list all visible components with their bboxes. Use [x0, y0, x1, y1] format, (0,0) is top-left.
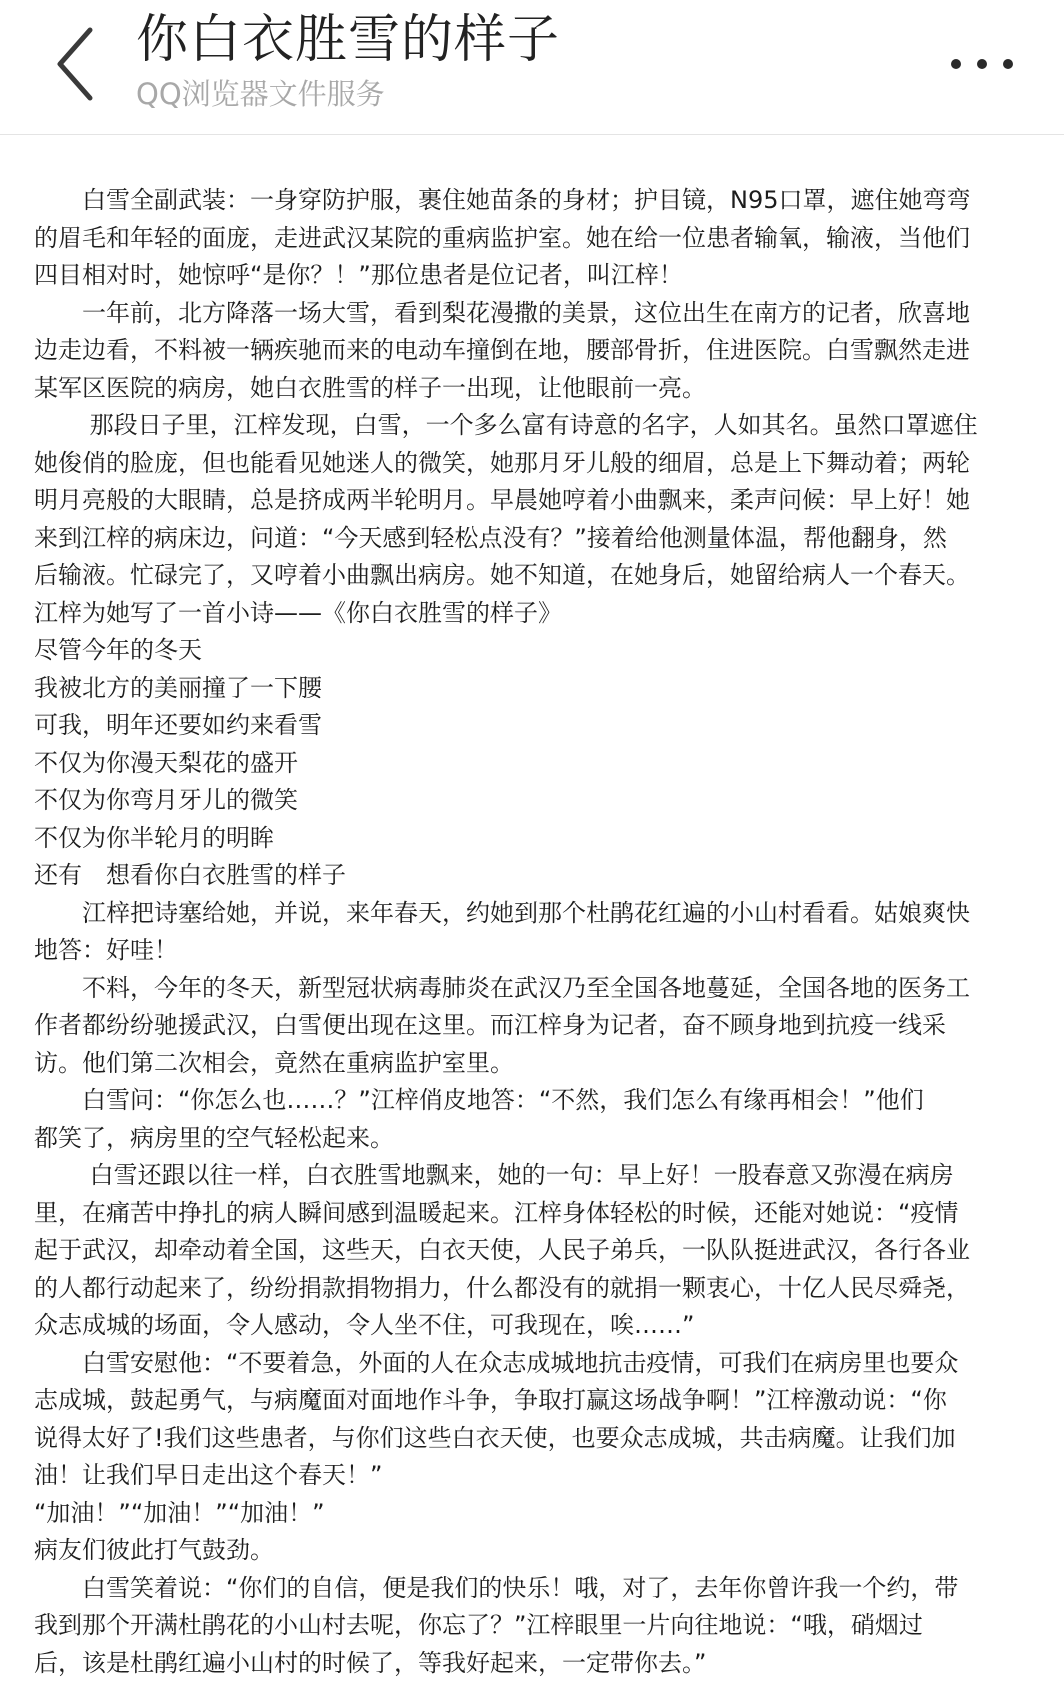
document-body — [34, 182, 1024, 1682]
text-line: 白雪问：“你怎么也……？”江梓俏皮地答：“不然，我们怎么有缘再相会！”他们 — [34, 1086, 924, 1114]
text-line: 地答：好哇！ — [34, 936, 178, 964]
text-line: 起于武汉，却牵动着全国，这些天，白衣天使，人民子弟兵，一队队挺进武汉，各行各业 — [34, 1236, 970, 1264]
text-line: 不料，今年的冬天，新型冠状病毒肺炎在武汉乃至全国各地蔓延，全国各地的医务工 — [34, 973, 970, 1002]
text-line: 江梓把诗塞给她，并说，来年春天，约她到那个杜鹃花红遍的小山村看看。姑娘爽快 — [34, 898, 970, 927]
top-bar — [0, 0, 1064, 135]
page-subtitle: QQ浏览器文件服务 — [136, 77, 385, 111]
text-line: 说得太好了!我们这些患者，与你们这些白衣天使，也要众志成城，共击病魔。让我们加 — [34, 1423, 956, 1452]
text-line: 的人都行动起来了，纷纷捐款捐物捐力，什么都没有的就捐一颗衷心，十亿人民尽舜尧， — [34, 1273, 970, 1302]
text-line: 的眉毛和年轻的面庞，走进武汉某院的重病监护室。她在给一位患者输氧，输液，当他们 — [34, 223, 970, 252]
page-title: 你白衣胜雪的样子 — [136, 10, 561, 70]
text-line: 明月亮般的大眼睛，总是挤成两半轮明月。早晨她哼着小曲飘来，柔声问候：早上好！她 — [34, 486, 970, 514]
text-line: 一年前，北方降落一场大雪，看到梨花漫撒的美景，这位出生在南方的记者，欣喜地 — [34, 298, 970, 327]
back-button[interactable] — [46, 20, 116, 110]
text-line: 白雪还跟以往一样，白衣胜雪地飘来，她的一句：早上好！一股春意又弥漫在病房 — [34, 1161, 954, 1189]
text-line: 不仅为你弯月牙儿的微笑 — [34, 786, 298, 814]
text-line: 后输液。忙碌完了，又哼着小曲飘出病房。她不知道，在她身后，她留给病人一个春天。 — [34, 561, 970, 589]
text-line: 访。他们第二次相会，竟然在重病监护室里。 — [34, 1048, 514, 1077]
text-line: 不仅为你半轮月的明眸 — [34, 823, 274, 852]
text-line: 我到那个开满杜鹃花的小山村去呢，你忘了？”江梓眼里一片向往地说：“哦，硝烟过 — [34, 1611, 923, 1639]
text-line: 不仅为你漫天梨花的盛开 — [34, 748, 298, 777]
text-line: 江梓为她写了一首小诗——《你白衣胜雪的样子》 — [34, 598, 562, 627]
text-line: 白雪安慰他：“不要着急，外面的人在众志成城地抗击疫情，可我们在病房里也要众 — [34, 1348, 959, 1377]
text-line: 尽管今年的冬天 — [34, 636, 202, 664]
text-line: 来到江梓的病床边，问道：“今天感到轻松点没有？”接着给他测量体温，帮他翻身，然 — [34, 523, 947, 552]
text-line: “加油！”“加油！”“加油！” — [34, 1498, 325, 1527]
text-line: 病友们彼此打气鼓劲。 — [34, 1536, 274, 1564]
text-line: 白雪全副武装：一身穿防护服，裹住她苗条的身材；护目镜，N95口罩，遮住她弯弯 — [34, 186, 971, 214]
text-line: 某军区医院的病房，她白衣胜雪的样子一出现，让他眼前一亮。 — [34, 373, 706, 402]
more-horizontal-icon — [944, 44, 1024, 84]
more-options-button[interactable] — [944, 44, 1024, 84]
text-line: 后，该是杜鹃红遍小山村的时候了，等我好起来，一定带你去。” — [34, 1648, 707, 1677]
text-line: 志成城，鼓起勇气，与病魔面对面地作斗争，争取打赢这场战争啊！”江梓激动说：“你 — [34, 1386, 947, 1414]
text-line: 都笑了，病房里的空气轻松起来。 — [34, 1123, 394, 1152]
text-line: 四目相对时，她惊呼“是你？！”那位患者是位记者，叫江梓！ — [34, 261, 683, 289]
text-line: 作者都纷纷驰援武汉，白雪便出现在这里。而江梓身为记者，奋不顾身地到抗疫一线采 — [34, 1011, 946, 1039]
text-line: 油！让我们早日走出这个春天！” — [34, 1461, 383, 1489]
text-line: 白雪笑着说：“你们的自信，便是我们的快乐！哦，对了，去年你曾许我一个约，带 — [34, 1573, 959, 1602]
text-line: 里，在痛苦中挣扎的病人瞬间感到温暖起来。江梓身体轻松的时候，还能对她说：“疫情 — [34, 1198, 959, 1227]
text-line: 边走边看，不料被一辆疾驰而来的电动车撞倒在地，腰部骨折，住进医院。白雪飘然走进 — [34, 336, 970, 364]
text-line: 众志成城的场面，令人感动，令人坐不住，可我现在，唉……” — [34, 1311, 695, 1339]
chevron-left-icon — [46, 20, 116, 110]
text-line: 我被北方的美丽撞了一下腰 — [34, 673, 322, 702]
text-line: 那段日子里，江梓发现，白雪，一个多么富有诗意的名字，人如其名。虽然口罩遮住 — [34, 411, 978, 439]
text-line: 还有 想看你白衣胜雪的样子 — [34, 861, 346, 889]
text-line: 可我，明年还要如约来看雪 — [34, 711, 322, 739]
text-line: 她俊俏的脸庞，但也能看见她迷人的微笑，她那月牙儿般的细眉，总是上下舞动着；两轮 — [34, 448, 970, 477]
